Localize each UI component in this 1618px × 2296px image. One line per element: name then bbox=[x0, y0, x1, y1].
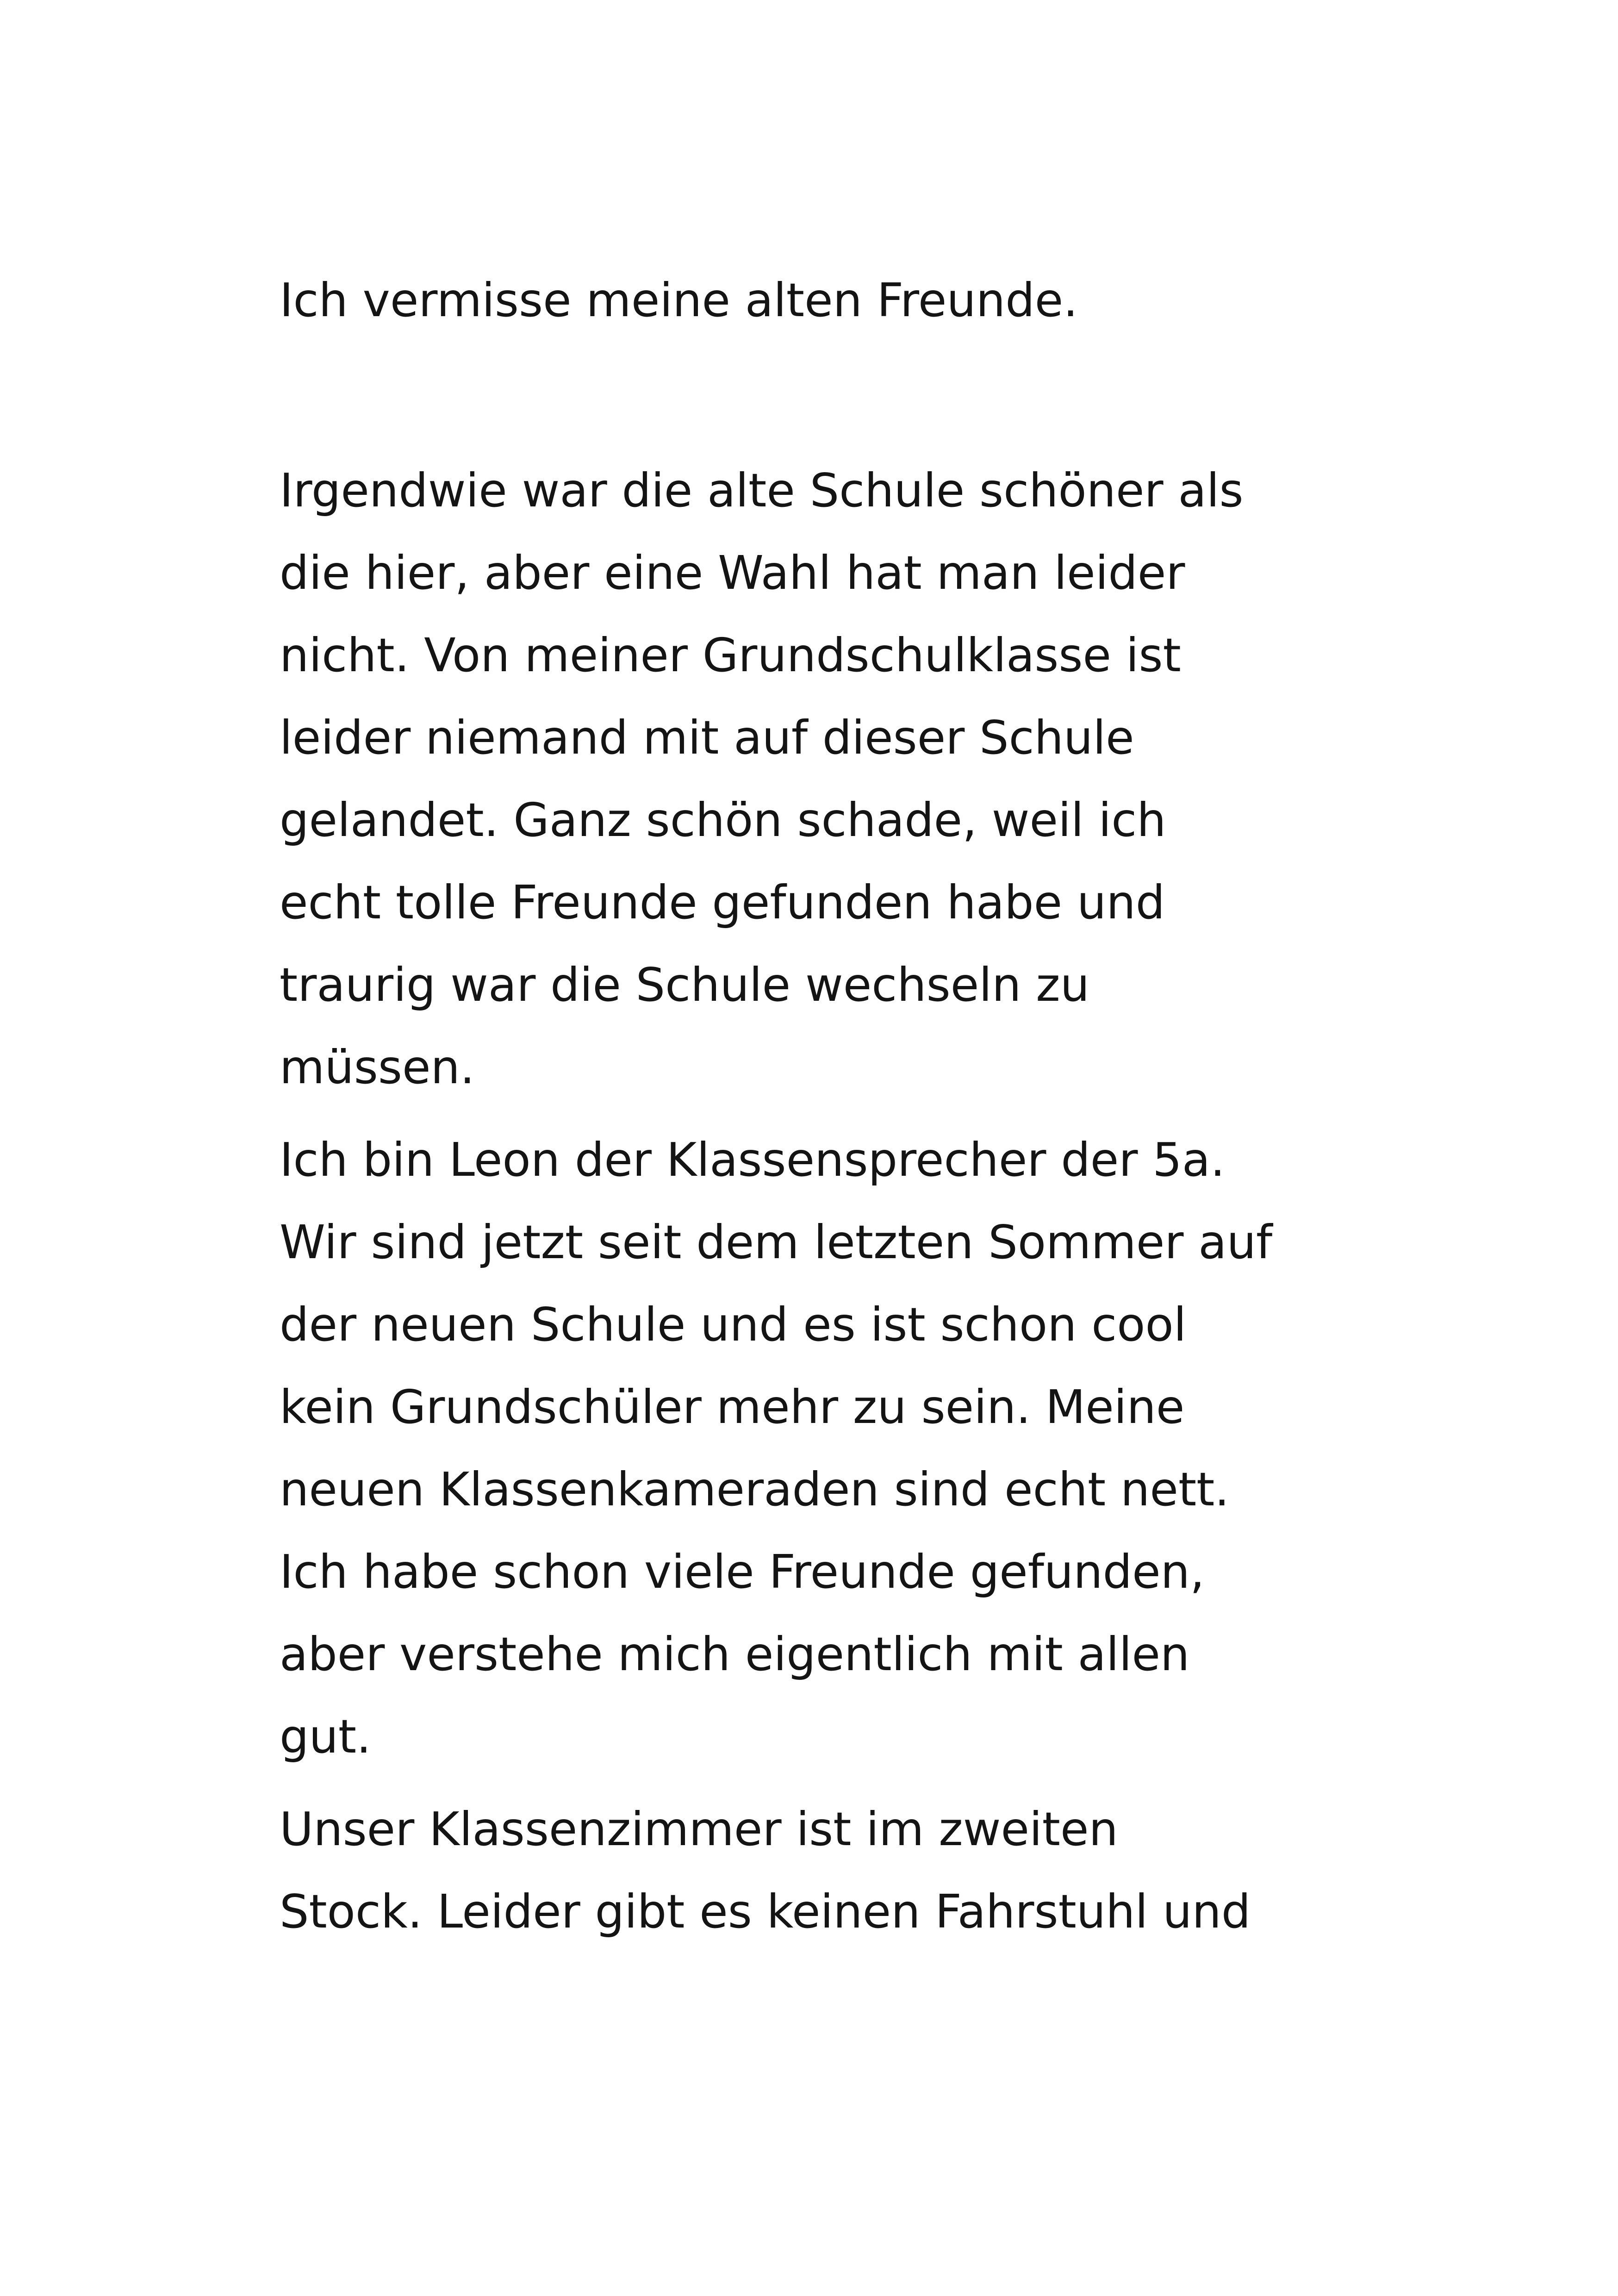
text-line: Ich bin Leon der Klassensprecher der 5a. bbox=[280, 1133, 1225, 1187]
text-line: Stock. Leider gibt es keinen Fahrstuhl und bbox=[280, 1884, 1251, 1939]
text-line: müssen. bbox=[280, 1040, 475, 1094]
text-line: nicht. Von meiner Grundschulklasse ist bbox=[280, 628, 1181, 682]
text-line: die hier, aber eine Wahl hat man leider bbox=[280, 546, 1185, 600]
text-line: Ich vermisse meine alten Freunde. bbox=[280, 273, 1078, 327]
text-line: Unser Klassenzimmer ist im zweiten bbox=[280, 1802, 1118, 1856]
text-line: Wir sind jetzt seit dem letzten Sommer auf bbox=[280, 1215, 1273, 1269]
paragraph-4 bbox=[280, 1788, 1400, 1953]
text-line: neuen Klassenkameraden sind echt nett. bbox=[280, 1462, 1230, 1516]
text-line: Ich habe schon viele Freunde gefunden, bbox=[280, 1545, 1205, 1599]
text-line: echt tolle Freunde gefunden habe und bbox=[280, 875, 1165, 930]
text-line: der neuen Schule und es ist schon cool bbox=[280, 1298, 1187, 1352]
paragraph-gap bbox=[280, 1778, 1400, 1788]
paragraph-1 bbox=[280, 259, 1400, 342]
text-line: traurig war die Schule wechseln zu bbox=[280, 958, 1090, 1012]
paragraph-3 bbox=[280, 1119, 1400, 1778]
document-body bbox=[280, 259, 1400, 1953]
paragraph-2 bbox=[280, 449, 1400, 1109]
paragraph-gap bbox=[280, 342, 1400, 449]
text-line: gut. bbox=[280, 1710, 371, 1764]
text-line: leider niemand mit auf dieser Schule bbox=[280, 711, 1134, 765]
text-line: Irgendwie war die alte Schule schöner als bbox=[280, 463, 1244, 518]
text-line: gelandet. Ganz schön schade, weil ich bbox=[280, 793, 1166, 847]
paragraph-gap bbox=[280, 1109, 1400, 1119]
text-line: aber verstehe mich eigentlich mit allen bbox=[280, 1627, 1190, 1681]
text-line: kein Grundschüler mehr zu sein. Meine bbox=[280, 1380, 1185, 1434]
